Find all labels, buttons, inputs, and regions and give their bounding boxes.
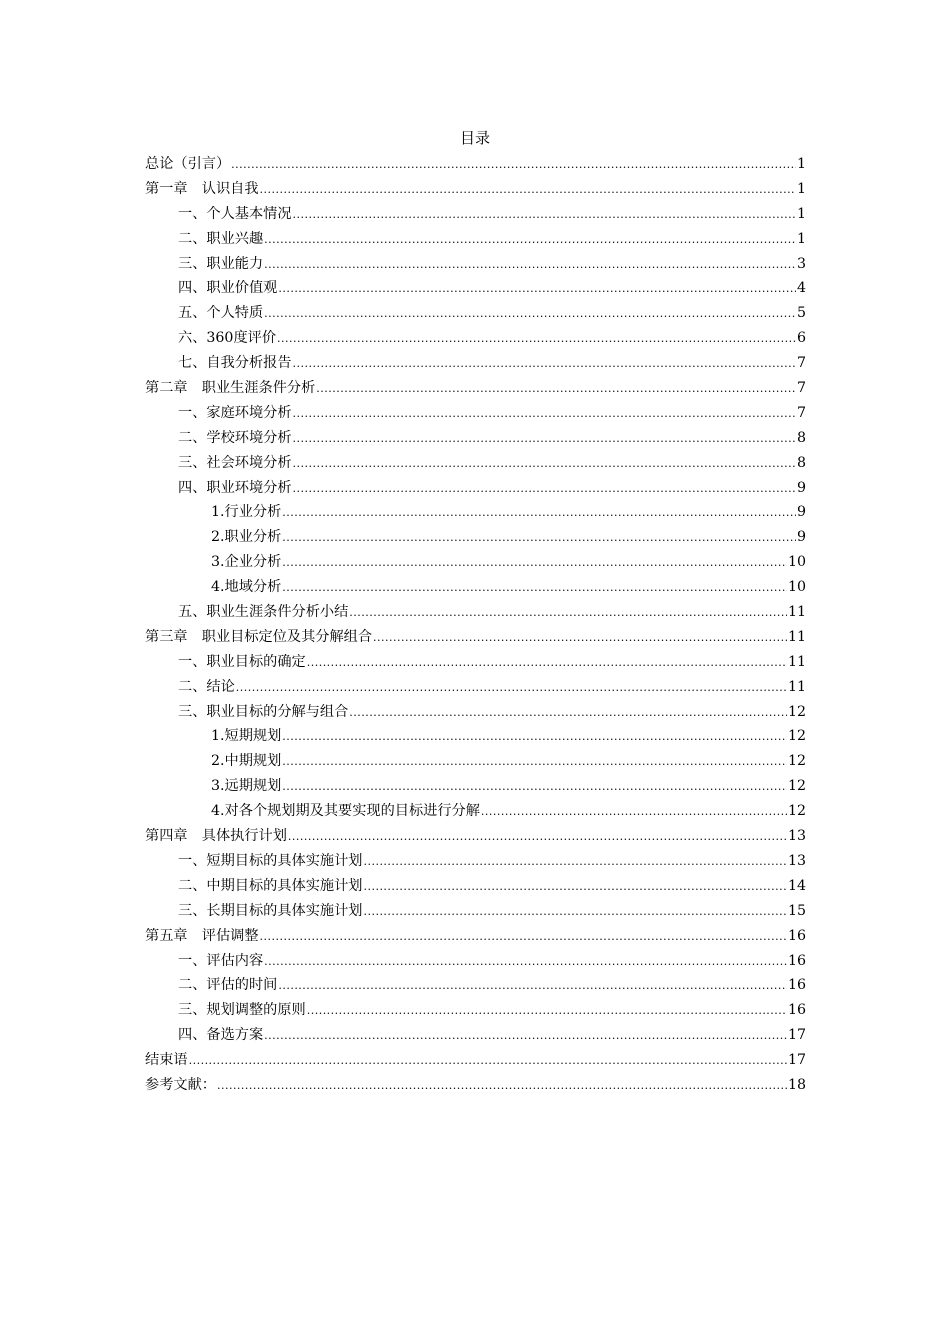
toc-dot-leader [293, 402, 796, 427]
toc-entry-page-number: 7 [796, 355, 806, 372]
toc-entry-label: 四、职业环境分析 [178, 479, 292, 496]
toc-dot-leader [264, 253, 796, 278]
toc-entry[interactable] [145, 202, 806, 227]
toc-entry-page-number: 11 [787, 678, 806, 695]
toc-dot-leader [349, 701, 787, 726]
toc-entry[interactable] [145, 401, 806, 426]
toc-entry[interactable] [145, 774, 806, 799]
toc-dot-leader [264, 1024, 787, 1049]
toc-dot-leader [288, 825, 787, 850]
toc-entry[interactable] [145, 700, 806, 725]
toc-entry[interactable] [145, 177, 806, 202]
toc-entry[interactable] [145, 1073, 806, 1098]
toc-entry[interactable] [145, 351, 806, 376]
toc-entry-page-number: 1 [796, 230, 806, 247]
toc-dot-leader [282, 501, 796, 526]
toc-entry-label: 三、长期目标的具体实施计划 [178, 902, 363, 919]
toc-entry[interactable] [145, 675, 806, 700]
toc-entry-label: 第一章 认识自我 [145, 180, 259, 197]
toc-entry-label: 四、备选方案 [178, 1027, 264, 1044]
toc-entry-label: 1.短期规划 [211, 728, 282, 745]
toc-dot-leader [231, 153, 796, 178]
toc-entry[interactable] [145, 1048, 806, 1073]
toc-entry-page-number: 11 [787, 628, 806, 645]
toc-entry[interactable] [145, 625, 806, 650]
toc-dot-leader [363, 900, 786, 925]
toc-entry[interactable] [145, 749, 806, 774]
toc-entry-label: 六、360度评价 [178, 330, 277, 347]
toc-dot-leader [293, 352, 796, 377]
toc-entry[interactable] [145, 152, 806, 177]
toc-entry-page-number: 12 [787, 728, 806, 745]
toc-entry-label: 3.企业分析 [211, 554, 282, 571]
toc-dot-leader [282, 725, 787, 750]
toc-entry[interactable] [145, 1023, 806, 1048]
toc-entry-page-number: 7 [796, 380, 806, 397]
toc-entry-label: 一、个人基本情况 [178, 205, 292, 222]
toc-dot-leader [278, 974, 787, 999]
toc-dot-leader [481, 800, 787, 825]
toc-entry-page-number: 12 [787, 778, 806, 795]
toc-entry-label: 二、职业兴趣 [178, 230, 264, 247]
toc-entry-page-number: 16 [787, 927, 806, 944]
toc-entry-label: 第三章 职业目标定位及其分解组合 [145, 628, 373, 645]
toc-entry[interactable] [145, 476, 806, 501]
toc-dot-leader [282, 576, 787, 601]
toc-dot-leader [236, 676, 787, 701]
toc-entry-label: 五、职业生涯条件分析小结 [178, 604, 349, 621]
toc-entry[interactable] [145, 426, 806, 451]
toc-dot-leader [189, 1049, 787, 1074]
toc-entry-label: 三、职业目标的分解与组合 [178, 703, 349, 720]
toc-dot-leader [260, 178, 796, 203]
toc-dot-leader [307, 651, 787, 676]
toc-entry-page-number: 9 [796, 529, 806, 546]
toc-dot-leader [282, 526, 796, 551]
toc-dot-leader [277, 327, 796, 352]
toc-entry-label: 一、职业目标的确定 [178, 653, 306, 670]
toc-entry-page-number: 12 [787, 803, 806, 820]
toc-entry-page-number: 3 [796, 255, 806, 272]
toc-entry-page-number: 9 [796, 504, 806, 521]
toc-list [145, 152, 806, 1098]
toc-entry-label: 二、评估的时间 [178, 977, 278, 994]
toc-entry-page-number: 10 [787, 579, 806, 596]
toc-entry[interactable] [145, 451, 806, 476]
toc-entry-label: 四、职业价值观 [178, 280, 278, 297]
toc-entry[interactable] [145, 525, 806, 550]
toc-entry[interactable] [145, 276, 806, 301]
toc-entry-label: 二、学校环境分析 [178, 429, 292, 446]
toc-entry-page-number: 8 [796, 454, 806, 471]
toc-dot-leader [293, 203, 796, 228]
toc-dot-leader [278, 277, 796, 302]
toc-dot-leader [282, 551, 787, 576]
toc-entry[interactable] [145, 227, 806, 252]
toc-entry[interactable] [145, 874, 806, 899]
toc-entry-label: 一、评估内容 [178, 952, 264, 969]
toc-entry[interactable] [145, 326, 806, 351]
toc-entry-label: 2.职业分析 [211, 529, 282, 546]
toc-entry-label: 2.中期规划 [211, 753, 282, 770]
toc-title: 目录 [459, 129, 490, 147]
toc-entry-page-number: 14 [787, 877, 806, 894]
toc-entry-label: 第四章 具体执行计划 [145, 828, 287, 845]
toc-entry-label: 二、结论 [178, 678, 235, 695]
toc-entry-label: 二、中期目标的具体实施计划 [178, 877, 363, 894]
toc-entry-page-number: 8 [796, 429, 806, 446]
toc-entry-label: 一、家庭环境分析 [178, 404, 292, 421]
toc-dot-leader [293, 452, 796, 477]
toc-dot-leader [349, 601, 787, 626]
toc-entry-label: 三、规划调整的原则 [178, 1002, 306, 1019]
toc-entry-page-number: 12 [787, 753, 806, 770]
toc-entry-label: 参考文献： [145, 1076, 216, 1093]
toc-entry-page-number: 4 [796, 280, 806, 297]
toc-entry-page-number: 1 [796, 180, 806, 197]
toc-entry-label: 五、个人特质 [178, 305, 264, 322]
toc-dot-leader [282, 775, 787, 800]
toc-entry-label: 第二章 职业生涯条件分析 [145, 380, 316, 397]
toc-entry[interactable] [145, 724, 806, 749]
toc-entry-label: 第五章 评估调整 [145, 927, 259, 944]
toc-entry[interactable] [145, 600, 806, 625]
toc-entry[interactable] [145, 899, 806, 924]
toc-entry-page-number: 13 [787, 852, 806, 869]
toc-dot-leader [316, 377, 796, 402]
toc-entry-page-number: 9 [796, 479, 806, 496]
toc-entry[interactable] [145, 252, 806, 277]
toc-entry-page-number: 17 [787, 1052, 806, 1069]
toc-entry-page-number: 5 [796, 305, 806, 322]
toc-entry[interactable] [145, 973, 806, 998]
toc-dot-leader [363, 850, 786, 875]
toc-dot-leader [363, 875, 786, 900]
toc-entry[interactable] [145, 550, 806, 575]
toc-dot-leader [264, 950, 787, 975]
toc-dot-leader [307, 999, 787, 1024]
toc-entry-label: 三、社会环境分析 [178, 454, 292, 471]
toc-entry[interactable] [145, 650, 806, 675]
toc-dot-leader [373, 626, 787, 651]
toc-entry-page-number: 1 [796, 156, 806, 172]
toc-entry[interactable] [145, 799, 806, 824]
toc-entry[interactable] [145, 500, 806, 525]
toc-entry-page-number: 15 [787, 902, 806, 919]
toc-entry-page-number: 13 [787, 828, 806, 845]
toc-entry[interactable] [145, 824, 806, 849]
toc-dot-leader [293, 477, 796, 502]
toc-entry-label: 七、自我分析报告 [178, 355, 292, 372]
toc-entry[interactable] [145, 849, 806, 874]
toc-entry-label: 4.对各个规划期及其要实现的目标进行分解 [211, 803, 480, 820]
toc-dot-leader [264, 228, 796, 253]
toc-entry-label: 3.远期规划 [211, 778, 282, 795]
toc-entry[interactable] [145, 998, 806, 1023]
toc-entry[interactable] [145, 575, 806, 600]
toc-entry-label: 4.地域分析 [211, 579, 282, 596]
toc-entry-label: 一、短期目标的具体实施计划 [178, 852, 363, 869]
toc-entry-page-number: 1 [796, 205, 806, 222]
toc-dot-leader [293, 427, 796, 452]
toc-entry-page-number: 16 [787, 952, 806, 969]
toc-entry-page-number: 10 [787, 554, 806, 571]
toc-entry-label: 三、职业能力 [178, 255, 264, 272]
toc-entry-label: 1.行业分析 [211, 504, 282, 521]
toc-entry[interactable] [145, 376, 806, 401]
toc-entry-page-number: 12 [787, 703, 806, 720]
toc-entry-page-number: 16 [787, 1002, 806, 1019]
toc-entry-page-number: 7 [796, 404, 806, 421]
toc-dot-leader [217, 1074, 787, 1099]
toc-entry[interactable] [145, 301, 806, 326]
toc-dot-leader [260, 925, 787, 950]
toc-dot-leader [264, 302, 796, 327]
toc-entry-page-number: 6 [796, 330, 806, 347]
toc-entry-page-number: 18 [787, 1076, 806, 1093]
toc-entry-label: 结束语 [145, 1052, 188, 1069]
toc-entry-page-number: 17 [787, 1027, 806, 1044]
toc-dot-leader [282, 750, 787, 775]
toc-entry-page-number: 11 [787, 653, 806, 670]
toc-entry[interactable] [145, 924, 806, 949]
toc-entry-page-number: 11 [787, 604, 806, 621]
toc-entry-page-number: 16 [787, 977, 806, 994]
toc-entry-label: 总论（引言） [145, 156, 231, 172]
toc-entry[interactable] [145, 949, 806, 974]
